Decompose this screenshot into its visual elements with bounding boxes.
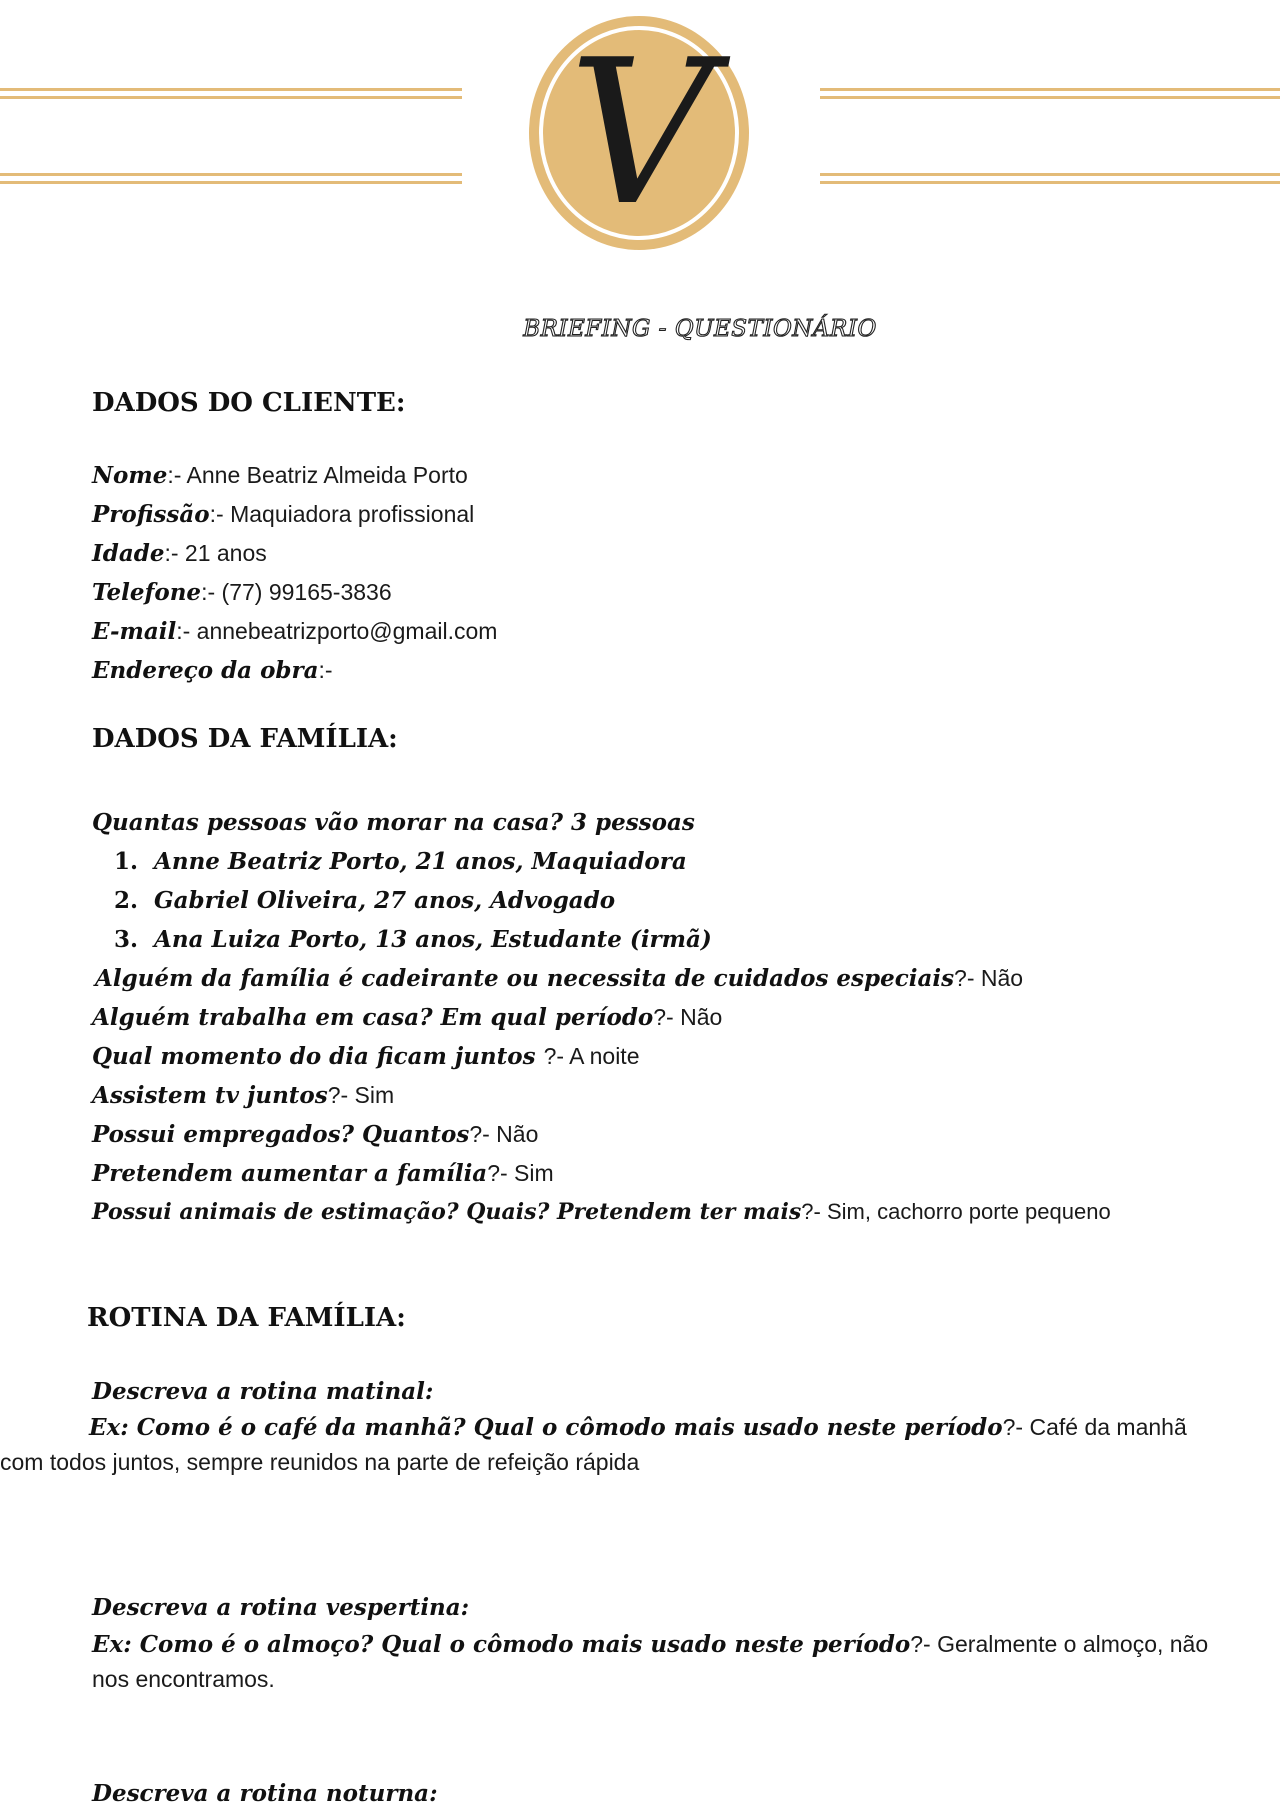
header-line-left-4 — [0, 181, 462, 184]
rotina-matinal-qa: Ex: Como é o café da manhã? Qual o cômodo mais usado neste período?- Café da manhã com todos juntos, sempre reunidos na parte de refeição rápida — [0, 1414, 1187, 1475]
header-line-right-1 — [820, 88, 1280, 91]
family-member: 3. Ana Luiza Porto, 13 anos, Estudante (irmã) — [114, 926, 712, 953]
header-line-left-3 — [0, 173, 462, 176]
section-heading-cliente: DADOS DO CLIENTE: — [92, 388, 406, 418]
header-line-right-4 — [820, 181, 1280, 184]
qa-aumentar-familia: Pretendem aumentar a família?- Sim — [92, 1160, 554, 1187]
qa-animais: Possui animais de estimação? Quais? Pretendem ter mais?- Sim, cachorro porte pequeno — [92, 1199, 1111, 1225]
header-line-right-2 — [820, 96, 1280, 99]
section-heading-rotina: ROTINA DA FAMÍLIA: — [87, 1303, 406, 1333]
rotina-matinal-title: Descreva a rotina matinal: — [92, 1378, 434, 1405]
family-member: 2. Gabriel Oliveira, 27 anos, Advogado — [114, 887, 616, 914]
question-pessoas: Quantas pessoas vão morar na casa? 3 pessoas — [92, 809, 695, 836]
field-nome: Nome:- Anne Beatriz Almeida Porto — [92, 462, 468, 489]
qa-tv-juntos: Assistem tv juntos?- Sim — [92, 1082, 395, 1109]
field-email: E-mail:- annebeatrizporto@gmail.com — [92, 618, 498, 645]
header-line-left-1 — [0, 88, 462, 91]
field-endereco-obra: Endereço da obra:- — [92, 657, 333, 684]
qa-trabalho-em-casa: Alguém trabalha em casa? Em qual período?- Não — [92, 1004, 723, 1031]
field-telefone: Telefone:- (77) 99165-3836 — [92, 579, 392, 606]
section-heading-familia: DADOS DA FAMÍLIA: — [92, 724, 398, 754]
field-profissao: Profissão:- Maquiadora profissional — [92, 501, 475, 528]
rotina-noturna-title: Descreva a rotina noturna: — [92, 1780, 438, 1807]
qa-cuidados-especiais: Alguém da família é cadeirante ou necessita de cuidados especiais?- Não — [95, 965, 1024, 992]
qa-momento-juntos: Qual momento do dia ficam juntos ?- A noite — [92, 1043, 640, 1070]
rotina-vespertina-title: Descreva a rotina vespertina: — [92, 1594, 470, 1621]
field-idade: Idade:- 21 anos — [92, 540, 267, 567]
header-line-left-2 — [0, 96, 462, 99]
logo-emblem — [529, 16, 749, 250]
family-member: 1. Anne Beatriz Porto, 21 anos, Maquiadora — [114, 848, 687, 875]
header-line-right-3 — [820, 173, 1280, 176]
qa-empregados: Possui empregados? Quantos?- Não — [92, 1121, 539, 1148]
logo-letter: V — [568, 17, 714, 250]
rotina-vespertina-qa: Ex: Como é o almoço? Qual o cômodo mais usado neste período?- Geralmente o almoço, não nos encontramos. — [92, 1631, 1209, 1692]
document-title: BRIEFING - QUESTIONÁRIO — [523, 316, 877, 342]
